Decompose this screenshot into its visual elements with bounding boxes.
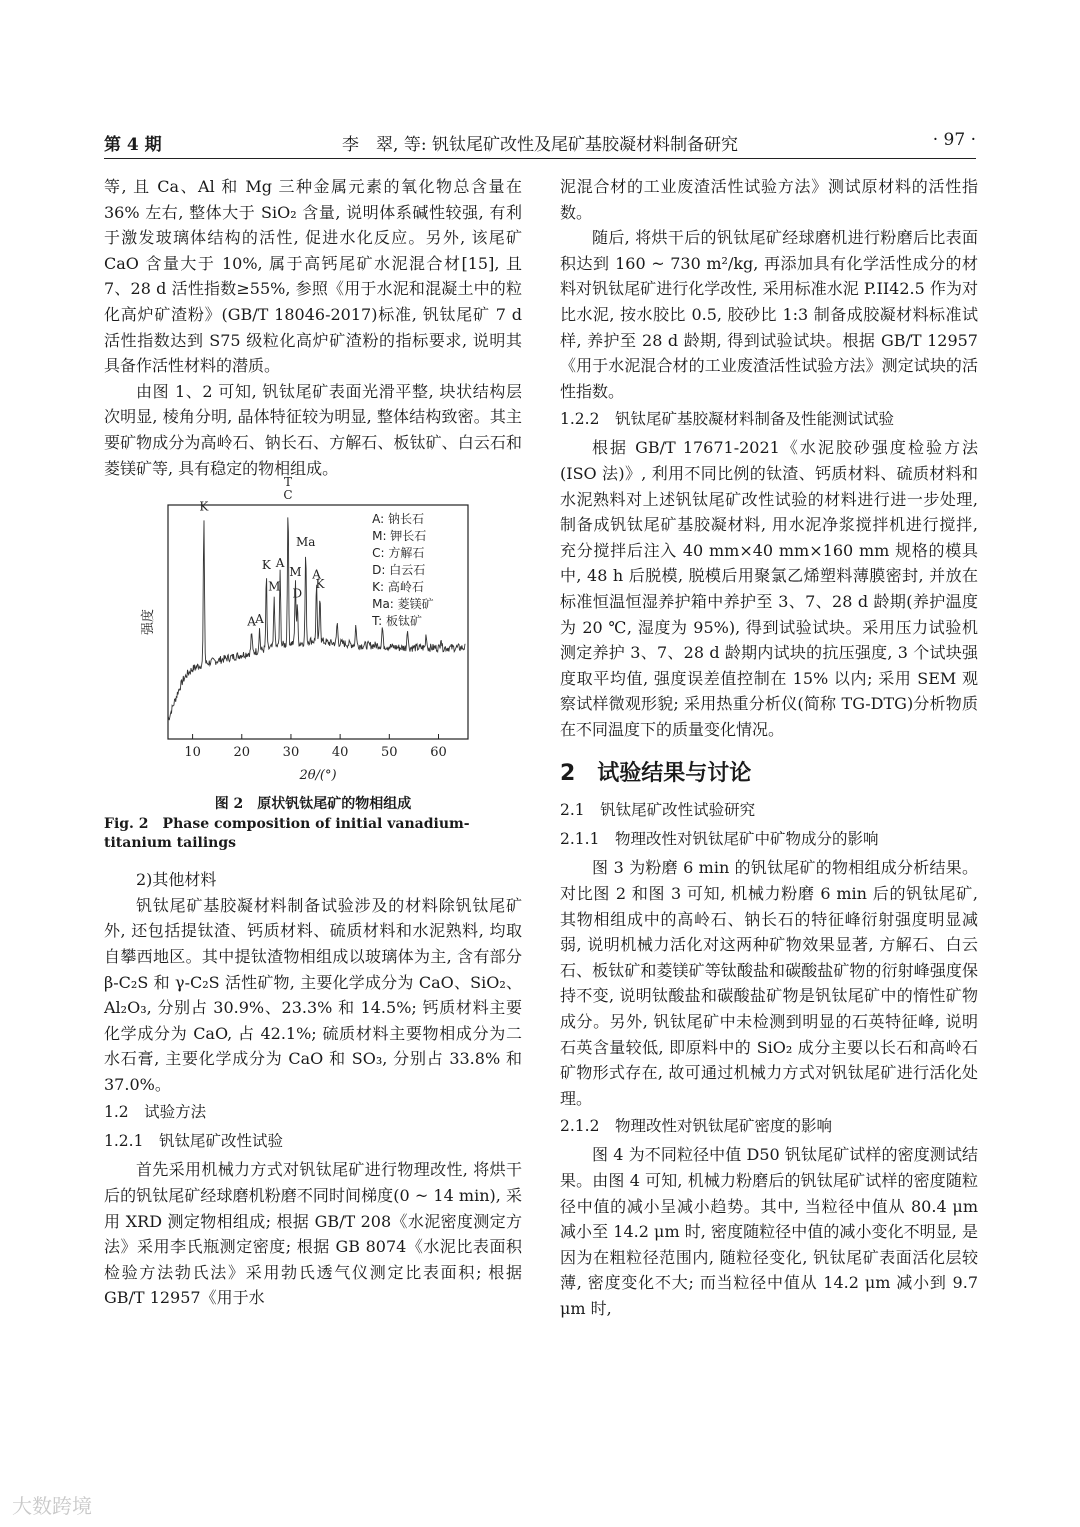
peak-label: Ma — [295, 534, 316, 549]
heading-2: 2 试验结果与讨论 — [560, 761, 752, 787]
x-tick-label: 40 — [331, 745, 349, 761]
paragraph: 钒钛尾矿基胶凝材料制备试验涉及的材料除钒钛尾矿外, 还包括提钛渣、钙质材料、硫质材料和水泥熟料, 均取自攀西地区。其中提钛渣物相组成以玻璃体为主, 含有部分 β-C₂S 和 γ-C₂S 活性矿物, 主要化学成分为 CaO、SiO₂、Al₂O₃, 分别占 30.9%、23.3% 和 14.5%; 钙质材料主要化学成分为 CaO, 占 42.1%; 硫质材料主要物相成分为二水石膏, 主要化学成分为 CaO 和 SO₃, 分别占 33.8% 和 37.0%。 — [104, 895, 522, 1094]
paragraph: 等, 且 Ca、Al 和 Mg 三种金属元素的氧化物总含量在 36% 左右, 整体大于 SiO₂ 含量, 说明体系碱性较强, 有利于激发玻璃体结构的活性, 促进水化反应。另外, 该尾矿 CaO 含量大于 10%, 属于高钙尾矿水泥混合材[15], 且 7、28 d 活性指数≥55%, 参照《用于水泥和混凝土中的粒化高炉矿渣粉》(GB/T 18046-2017)标准, 钒钛尾矿 7 d 活性指数达到 S75 级粒化高炉矿渣粉的指标要求, 说明其具备作活性材料的潜质。 — [104, 177, 522, 376]
peak-label: K — [315, 577, 325, 592]
x-tick-label: 10 — [184, 745, 201, 761]
watermark: 大数跨境 — [12, 1494, 92, 1518]
x-tick-label: 20 — [233, 745, 251, 761]
legend-entry: D: 白云石 — [372, 563, 426, 578]
peak-label: A — [255, 612, 264, 627]
x-tick-label: 30 — [282, 745, 300, 761]
legend-entry: Ma: 菱镁矿 — [372, 597, 434, 612]
y-axis-label: 强度 — [141, 609, 156, 636]
peak-label: A — [312, 567, 321, 582]
paragraph: 首先采用机械力方式对钒钛尾矿进行物理改性, 将烘干后的钒钛尾矿经球磨机粉磨不同时间梯度(0 ~ 14 min), 采用 XRD 测定物相组成; 根据 GB/T 208《水泥密度测定方法》采用李氏瓶测定密度; 根据 GB 8074《水泥比表面积检验方法勃氏法》采用勃氏透气仪测定比表面积; 根据 GB/T 12957《用于水 — [104, 1160, 522, 1308]
peak-label: M — [268, 579, 281, 594]
paragraph: 根据 GB/T 17671-2021《水泥胶砂强度检验方法(ISO 法)》, 利用不同比例的钛渣、钙质材料、硫质材料和水泥熟料对上述钒钛尾矿改性试验的材料进行进一步处理, 制备成钒钛尾矿基胶凝材料, 用水泥净浆搅拌机进行搅拌, 充分搅拌后注入 40 mm×40 mm×160 mm 规格的模具中, 48 h 后脱模, 脱模后用聚氯乙烯塑料薄膜密封, 并放在标准恒温恒湿养护箱中养护至 3、7、28 d 龄期(养护温度为 20 ℃, 湿度为 95%), 得到试验试块。采用压力试验机测定养护 3、7、28 d 龄期内试块的抗压强度, 3 个试块强度取平均值, 强度误差值控制在 15% 以内; 采用 SEM 观察试样微观形貌; 采用热重分析仪(简称 TG-DTG)分析物质在不同温度下的质量变化情况。 — [560, 438, 978, 739]
heading-1-2-2: 1.2.2 钒钛尾矿基胶凝材料制备及性能测试试验 — [560, 410, 894, 429]
section-label: 2)其他材料 — [136, 870, 217, 890]
paragraph: 图 4 为不同粒径中值 D50 钒钛尾矿试样的密度测试结果。由图 4 可知, 机械力粉磨后的钒钛尾矿试样的密度随粒径中值的减小呈减小趋势。其中, 当粒径中值从 80.4 μm 减小至 14.2 μm 时, 密度随粒径中值的减小变化不明显, 是因为在粗粒径范围内, 随粒径变化, 钒钛尾矿表面活化层较薄, 密度变化不大; 而当粒径中值从 14.2 μm 减小到 9.7 μm 时, — [560, 1145, 978, 1318]
x-axis-label: 2θ/(°) — [299, 768, 337, 784]
peak-label: T — [283, 475, 293, 490]
figure-caption-en: Fig. 2 Phase composition of initial vanadium-titanium tailings — [104, 816, 470, 852]
figure-caption-cn: 图 2 原状钒钛尾矿的物相组成 — [214, 796, 412, 813]
paragraph: 图 3 为粉磨 6 min 的钒钛尾矿的物相组成分析结果。对比图 2 和图 3 可知, 机械力粉磨 6 min 后的钒钛尾矿, 其物相组成中的高岭石、钠长石的特征峰衍射强度明显减弱, 说明机械力活化对这两种矿物效果显著, 方解石、白云石、板钛矿和菱镁矿等钛酸盐和碳酸盐矿物的衍射峰强度保持不变, 说明钛酸盐和碳酸盐矿物是钒钛尾矿中的惰性矿物成分。另外, 钒钛尾矿中未检测到明显的石英特征峰, 说明石英含量较低, 即原料中的 SiO₂ 成分主要以长石和高岭石矿物形式存在, 故可通过机械力方式对钒钛尾矿进行活化处理。 — [560, 858, 978, 1108]
paragraph: 由图 1、2 可知, 钒钛尾矿表面光滑平整, 块状结构层次明显, 棱角分明, 晶体特征较为明显, 整体结构致密。其主要矿物成分为高岭石、钠长石、方解石、板钛矿、白云石和菱镁矿等, 具有稳定的物相组成。 — [104, 381, 522, 478]
page-number: · 97 · — [932, 130, 976, 150]
legend-entry: C: 方解石 — [372, 546, 425, 561]
x-tick-label: 50 — [381, 745, 398, 761]
paragraph: 泥混合材的工业废渣活性试验方法》测试原材料的活性指数。 — [560, 177, 978, 222]
peak-label: D — [292, 586, 303, 601]
heading-1-2: 1.2 试验方法 — [104, 1103, 207, 1122]
right-column — [560, 174, 978, 1322]
legend-entry: M: 钾长石 — [372, 529, 427, 544]
heading-2-1: 2.1 钒钛尾矿改性试验研究 — [560, 801, 756, 820]
legend-entry: A: 钠长石 — [372, 512, 424, 527]
running-header — [104, 128, 976, 159]
xrd-chart — [104, 475, 522, 789]
running-title: 李 翠, 等: 钒钛尾矿改性及尾矿基胶凝材料制备研究 — [342, 135, 738, 155]
legend-entry: K: 高岭石 — [372, 580, 424, 595]
heading-2-1-2: 2.1.2 物理改性对钒钛尾矿密度的影响 — [560, 1117, 832, 1136]
issue-number: 第 4 期 — [104, 135, 162, 155]
peak-label: M — [289, 565, 302, 580]
heading-1-2-1: 1.2.1 钒钛尾矿改性试验 — [104, 1132, 283, 1151]
left-column — [104, 174, 522, 1311]
peak-label: K — [199, 499, 209, 514]
legend-entry: T: 板钛矿 — [372, 614, 422, 629]
paragraph: 随后, 将烘干后的钒钛尾矿经球磨机进行粉磨后比表面积达到 160 ~ 730 m²/kg, 再添加具有化学活性成分的材料对钒钛尾矿进行化学改性, 采用标准水泥 P.II42.5 作为对比水泥, 按水胶比 0.5, 胶砂比 1:3 制备成胶凝材料标准试样, 养护至 28 d 龄期, 得到试验试块。根据 GB/T 12957《用于水泥混合材的工业废渣活性试验方法》测定试块的活性指数。 — [560, 228, 978, 401]
xrd-figure — [104, 475, 522, 789]
peak-label: A — [247, 614, 256, 629]
peak-label: C — [283, 488, 293, 503]
heading-2-1-1: 2.1.1 物理改性对钒钛尾矿中矿物成分的影响 — [560, 830, 879, 849]
x-tick-label: 60 — [430, 745, 447, 761]
peak-label: A — [275, 555, 285, 570]
peak-label: K — [261, 558, 271, 573]
